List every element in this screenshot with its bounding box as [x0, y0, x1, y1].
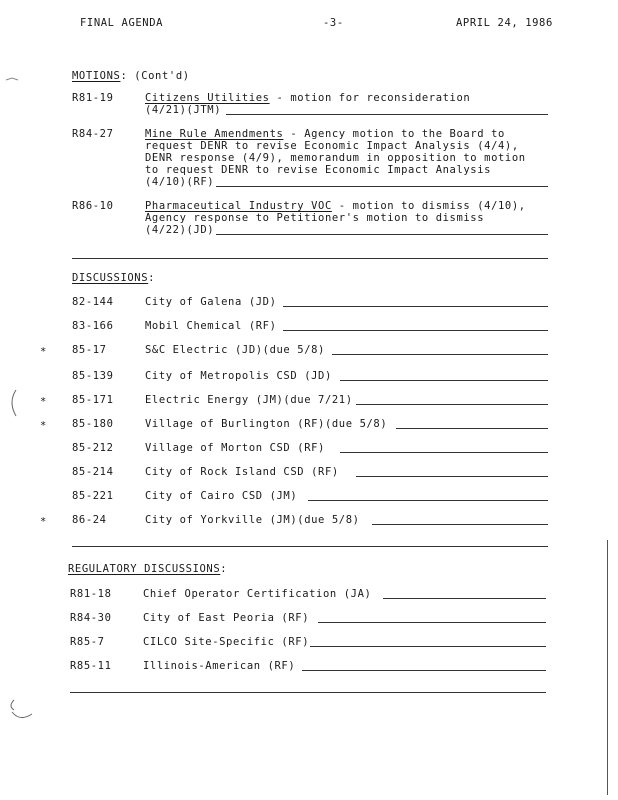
section-divider — [70, 692, 546, 693]
priority-asterisk: * — [40, 396, 47, 408]
scan-mark — [6, 696, 36, 726]
priority-asterisk: * — [40, 420, 47, 432]
fill-line — [310, 646, 546, 647]
fill-line — [283, 330, 548, 331]
motion-entry-line: request DENR to revise Economic Impact Analysis (4/4), — [145, 140, 519, 152]
discussion-docket: 85-214 — [72, 466, 114, 478]
discussion-docket: 85-171 — [72, 394, 114, 406]
motion-entry-line: (4/21)(JTM) — [145, 104, 222, 116]
discussion-docket: 85-212 — [72, 442, 114, 454]
discussion-docket: 85-17 — [72, 344, 107, 356]
motion-entry-line: to request DENR to revise Economic Impact Analysis — [145, 164, 492, 176]
fill-line — [340, 380, 548, 381]
motion-entry: Citizens Utilities - motion for reconsideration — [145, 92, 471, 104]
discussion-docket: 86-24 — [72, 514, 107, 526]
fill-line — [396, 428, 548, 429]
regulatory-entry: City of East Peoria (RF) — [143, 612, 310, 624]
regulatory-docket: R81-18 — [70, 588, 112, 600]
fill-line — [283, 306, 548, 307]
regulatory-entry: Chief Operator Certification (JA) — [143, 588, 372, 600]
discussion-entry: City of Rock Island CSD (RF) — [145, 466, 339, 478]
section-divider — [72, 546, 548, 547]
fill-line — [383, 598, 546, 599]
motion-entry-line: DENR response (4/9), memorandum in opposition to motion — [145, 152, 526, 164]
section-divider — [72, 258, 548, 259]
discussion-entry: City of Cairo CSD (JM) — [145, 490, 298, 502]
discussion-entry: City of Yorkville (JM)(due 5/8) — [145, 514, 360, 526]
scan-edge-line — [607, 540, 608, 795]
discussion-docket: 82-144 — [72, 296, 114, 308]
discussion-entry: Mobil Chemical (RF) — [145, 320, 277, 332]
fill-line — [340, 452, 548, 453]
regulatory-docket: R84-30 — [70, 612, 112, 624]
fill-line — [216, 186, 548, 187]
discussion-entry: Village of Morton CSD (RF) — [145, 442, 325, 454]
discussion-docket: 85-139 — [72, 370, 114, 382]
motion-docket: R81-19 — [72, 92, 114, 104]
fill-line — [332, 354, 548, 355]
header-title: FINAL AGENDA — [80, 17, 164, 29]
discussion-entry: S&C Electric (JD)(due 5/8) — [145, 344, 325, 356]
regulatory-heading: REGULATORY DISCUSSIONS: — [68, 563, 228, 575]
motion-entry-line: (4/10)(RF) — [145, 176, 215, 188]
regulatory-docket: R85-11 — [70, 660, 112, 672]
fill-line — [216, 234, 548, 235]
fill-line — [356, 404, 548, 405]
header-page-number: -3- — [323, 17, 344, 29]
scan-mark — [6, 388, 20, 418]
motion-entry: Mine Rule Amendments - Agency motion to the Board to — [145, 128, 505, 140]
regulatory-docket: R85-7 — [70, 636, 105, 648]
discussion-docket: 85-221 — [72, 490, 114, 502]
discussions-heading: DISCUSSIONS: — [72, 272, 156, 284]
fill-line — [318, 622, 546, 623]
motion-entry: Pharmaceutical Industry VOC - motion to dismiss (4/10), — [145, 200, 526, 212]
priority-asterisk: * — [40, 346, 47, 358]
header-date: APRIL 24, 1986 — [456, 17, 553, 29]
discussion-entry: City of Galena (JD) — [145, 296, 277, 308]
discussion-docket: 85-180 — [72, 418, 114, 430]
discussion-entry: Electric Energy (JM)(due 7/21) — [145, 394, 353, 406]
fill-line — [372, 524, 548, 525]
motion-entry-line: Agency response to Petitioner's motion to dismiss — [145, 212, 485, 224]
discussion-docket: 83-166 — [72, 320, 114, 332]
regulatory-entry: Illinois-American (RF) — [143, 660, 296, 672]
discussion-entry: Village of Burlington (RF)(due 5/8) — [145, 418, 388, 430]
motion-docket: R84-27 — [72, 128, 114, 140]
regulatory-entry: CILCO Site-Specific (RF) — [143, 636, 310, 648]
scan-mark — [4, 72, 24, 84]
motions-heading: MOTIONS: (Cont'd) — [72, 70, 190, 82]
motion-entry-line: (4/22)(JD) — [145, 224, 215, 236]
fill-line — [308, 500, 548, 501]
fill-line — [226, 114, 548, 115]
fill-line — [356, 476, 548, 477]
fill-line — [302, 670, 546, 671]
motion-docket: R86-10 — [72, 200, 114, 212]
discussion-entry: City of Metropolis CSD (JD) — [145, 370, 332, 382]
priority-asterisk: * — [40, 516, 47, 528]
